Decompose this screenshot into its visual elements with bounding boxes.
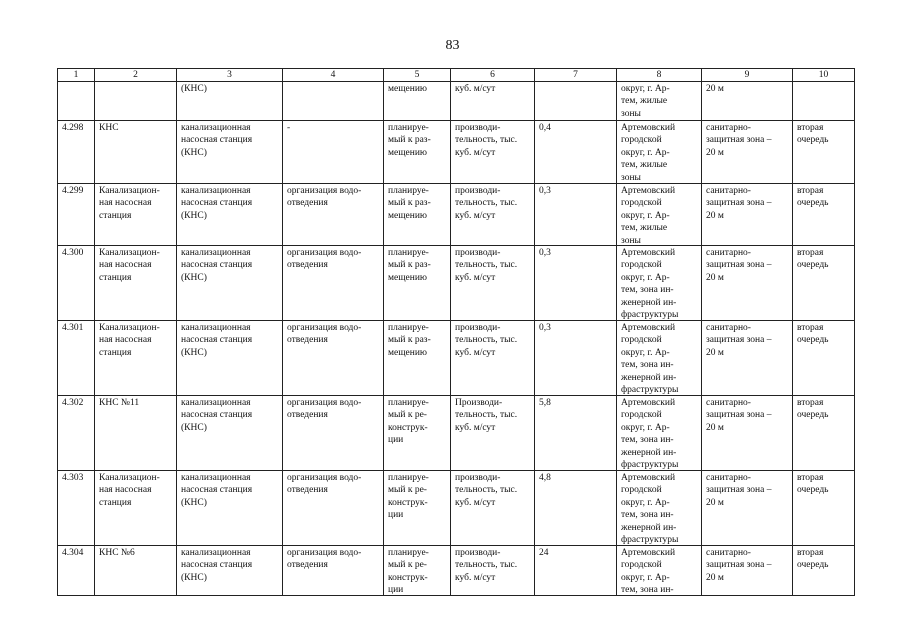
cell-text: Канализацион- ная насосная станция — [99, 473, 160, 508]
cell-text: Артемовский городской округ, г. Ар- тем, жилые зоны — [621, 123, 676, 183]
cell-text: Канализацион- ная насосная станция — [99, 186, 160, 221]
table-cell — [177, 82, 283, 121]
table-cell — [535, 184, 617, 246]
table-cell — [702, 82, 793, 121]
cell-text: организация водо- отведения — [287, 548, 362, 571]
table-cell — [617, 471, 702, 546]
cell-text: канализационная насосная станция (КНС) — [181, 248, 253, 283]
table-cell — [177, 396, 283, 471]
cell-text: канализационная насосная станция (КНС) — [181, 473, 253, 508]
table-row — [58, 546, 855, 596]
cell-text: 24 — [539, 548, 549, 558]
page-number: 83 — [445, 38, 460, 53]
table-cell — [177, 321, 283, 396]
cell-text: вторая очередь — [797, 548, 829, 571]
table-cell — [617, 546, 702, 596]
table-cell — [702, 321, 793, 396]
cell-text: планируе- мый к ре- конструк- ции — [388, 548, 429, 595]
table-cell — [384, 396, 451, 471]
table-cell — [451, 82, 535, 121]
table-cell — [384, 471, 451, 546]
cell-text — [62, 83, 90, 120]
table-row — [58, 121, 855, 184]
cell-text: Артемовский городской округ, г. Ар- тем, зона ин- — [621, 548, 676, 595]
table-cell — [283, 121, 384, 184]
table-cell — [95, 246, 177, 321]
cell-text: планируе- мый к ре- конструк- ции — [388, 473, 429, 521]
table-cell — [451, 184, 535, 246]
cell-text: организация водо- отведения — [287, 473, 362, 496]
cell-text: планируе- мый к раз- мещению — [388, 248, 431, 283]
table-cell — [283, 82, 384, 121]
table-cell — [283, 246, 384, 321]
cell-text: производи- тельность, тыс. куб. м/сут — [455, 323, 518, 358]
cell-text: производи- тельность, тыс. куб. м/сут — [455, 123, 518, 158]
table-cell — [702, 184, 793, 246]
table-cell — [793, 546, 855, 596]
table-cell — [58, 321, 95, 396]
table-cell — [793, 471, 855, 546]
table-cell — [177, 246, 283, 321]
table-cell — [451, 396, 535, 471]
table-cell — [793, 121, 855, 184]
table-cell — [384, 546, 451, 596]
header-cell: 2 — [95, 69, 177, 82]
table-cell — [58, 246, 95, 321]
cell-text: санитарно- защитная зона – 20 м — [706, 186, 772, 221]
cell-text: 20 м — [706, 84, 724, 94]
cell-text: 0,4 — [539, 123, 551, 133]
table-cell — [617, 246, 702, 321]
cell-text: санитарно- защитная зона – 20 м — [706, 473, 772, 508]
table-cell — [535, 546, 617, 596]
cell-text: Артемовский городской округ, г. Ар- тем, зона ин- женерной ин- фраструктуры — [621, 248, 679, 320]
cell-text: санитарно- защитная зона – 20 м — [706, 123, 772, 158]
table-cell — [384, 246, 451, 321]
table-cell — [58, 121, 95, 184]
cell-text: 4.300 — [62, 248, 84, 258]
table-cell — [535, 82, 617, 121]
table-cell — [95, 82, 177, 121]
table-cell — [451, 546, 535, 596]
cell-text: вторая очередь — [797, 398, 829, 421]
header-cell: 7 — [535, 69, 617, 82]
cell-text: Артемовский городской округ, г. Ар- тем, зона ин- женерной ин- фраструктуры — [621, 473, 679, 545]
table-cell — [535, 471, 617, 546]
cell-text: 4,8 — [539, 473, 551, 483]
cell-text: канализационная насосная станция (КНС) — [181, 186, 253, 221]
header-cell: 5 — [384, 69, 451, 82]
cell-text: вторая очередь — [797, 248, 829, 271]
header-cell: 10 — [793, 69, 855, 82]
cell-text — [797, 83, 850, 120]
table-cell — [95, 321, 177, 396]
table-cell — [535, 121, 617, 184]
cell-text: вторая очередь — [797, 123, 829, 146]
table-cell — [451, 321, 535, 396]
cell-text: Канализацион- ная насосная станция — [99, 248, 160, 283]
table-cell — [617, 184, 702, 246]
cell-text: организация водо- отведения — [287, 248, 362, 271]
header-cell: 1 — [58, 69, 95, 82]
table-cell — [793, 184, 855, 246]
cell-text: производи- тельность, тыс. куб. м/сут — [455, 548, 518, 583]
table-cell — [535, 246, 617, 321]
table-cell — [177, 546, 283, 596]
table-cell — [283, 184, 384, 246]
cell-text: вторая очередь — [797, 473, 829, 496]
table-cell — [384, 184, 451, 246]
header-cell: 3 — [177, 69, 283, 82]
table-cell — [58, 471, 95, 546]
table-cell — [702, 246, 793, 321]
cell-text: организация водо- отведения — [287, 323, 362, 346]
cell-text: Артемовский городской округ, г. Ар- тем, жилые зоны — [621, 186, 676, 245]
table-cell — [535, 396, 617, 471]
header-row — [58, 69, 855, 82]
table-row — [58, 184, 855, 246]
cell-text: 4.303 — [62, 473, 84, 483]
table-cell — [702, 546, 793, 596]
table-cell — [617, 121, 702, 184]
table-row — [58, 246, 855, 321]
cell-text: Канализацион- ная насосная станция — [99, 323, 160, 358]
cell-text: КНС №6 — [99, 548, 135, 558]
table-cell — [283, 471, 384, 546]
cell-text: организация водо- отведения — [287, 186, 362, 209]
table-cell — [58, 82, 95, 121]
table-cell — [617, 321, 702, 396]
cell-text: 4.299 — [62, 186, 84, 196]
table-cell — [702, 471, 793, 546]
table-cell — [177, 471, 283, 546]
cell-text: санитарно- защитная зона – 20 м — [706, 398, 772, 433]
cell-text: 0,3 — [539, 323, 551, 333]
cell-text: округ, г. Ар- тем, жилые зоны — [621, 84, 670, 119]
table-cell — [617, 82, 702, 121]
cell-text: канализационная насосная станция (КНС) — [181, 398, 253, 433]
table-cell — [177, 121, 283, 184]
cell-text: 5,8 — [539, 398, 551, 408]
cell-text: (КНС) — [181, 84, 207, 94]
cell-text: организация водо- отведения — [287, 398, 362, 421]
cell-text: куб. м/сут — [455, 84, 496, 94]
table-cell — [451, 471, 535, 546]
table-cell — [384, 121, 451, 184]
cell-text: производи- тельность, тыс. куб. м/сут — [455, 473, 518, 508]
cell-text — [99, 83, 172, 120]
cell-text — [539, 83, 612, 120]
cell-text: санитарно- защитная зона – 20 м — [706, 248, 772, 283]
table-cell — [177, 184, 283, 246]
cell-text: КНС — [99, 123, 119, 133]
cell-text: 0,3 — [539, 186, 551, 196]
cell-text: 4.302 — [62, 398, 84, 408]
cell-text: планируе- мый к раз- мещению — [388, 323, 431, 358]
header-cell: 4 — [283, 69, 384, 82]
table-cell — [793, 246, 855, 321]
cell-text: КНС №11 — [99, 398, 140, 408]
table-cell — [384, 82, 451, 121]
cell-text: мещению — [388, 84, 428, 94]
cell-text: вторая очередь — [797, 186, 829, 209]
table-row — [58, 82, 855, 121]
table-cell — [95, 184, 177, 246]
cell-text: производи- тельность, тыс. куб. м/сут — [455, 248, 518, 283]
table-row — [58, 396, 855, 471]
table-cell — [535, 321, 617, 396]
cell-text: санитарно- защитная зона – 20 м — [706, 323, 772, 358]
table-row — [58, 471, 855, 546]
header-cell: 8 — [617, 69, 702, 82]
cell-text: планируе- мый к раз- мещению — [388, 186, 431, 221]
cell-text: 4.301 — [62, 323, 84, 333]
cell-text: вторая очередь — [797, 323, 829, 346]
table-cell — [451, 121, 535, 184]
cell-text: канализационная насосная станция (КНС) — [181, 123, 253, 158]
table-cell — [95, 396, 177, 471]
cell-text: Артемовский городской округ, г. Ар- тем, зона ин- женерной ин- фраструктуры — [621, 398, 679, 470]
table-cell — [793, 321, 855, 396]
cell-text: 4.298 — [62, 123, 84, 133]
cell-text: канализационная насосная станция (КНС) — [181, 548, 253, 583]
table-cell — [58, 184, 95, 246]
table-cell — [283, 546, 384, 596]
table-cell — [283, 321, 384, 396]
table-cell — [793, 82, 855, 121]
cell-text: производи- тельность, тыс. куб. м/сут — [455, 186, 518, 221]
table-cell — [58, 396, 95, 471]
table-cell — [283, 396, 384, 471]
table-cell — [451, 246, 535, 321]
cell-text: планируе- мый к раз- мещению — [388, 123, 431, 158]
cell-text: Производи- тельность, тыс. куб. м/сут — [455, 398, 518, 433]
table-cell — [793, 396, 855, 471]
cell-text: 0,3 — [539, 248, 551, 258]
table-cell — [95, 121, 177, 184]
cell-text: - — [287, 123, 291, 133]
table-body — [58, 82, 855, 596]
table-cell — [95, 546, 177, 596]
table-cell — [58, 546, 95, 596]
data-table — [57, 68, 855, 596]
table-cell — [384, 321, 451, 396]
cell-text: 4.304 — [62, 548, 84, 558]
table-cell — [95, 471, 177, 546]
cell-text: Артемовский городской округ, г. Ар- тем, зона ин- женерной ин- фраструктуры — [621, 323, 679, 395]
header-cell: 9 — [702, 69, 793, 82]
table-row — [58, 321, 855, 396]
cell-text — [287, 83, 379, 120]
table-cell — [702, 396, 793, 471]
cell-text: канализационная насосная станция (КНС) — [181, 323, 253, 358]
cell-text: санитарно- защитная зона – 20 м — [706, 548, 772, 583]
header-cell: 6 — [451, 69, 535, 82]
cell-text: планируе- мый к ре- конструк- ции — [388, 398, 429, 446]
table-cell — [702, 121, 793, 184]
table-cell — [617, 396, 702, 471]
